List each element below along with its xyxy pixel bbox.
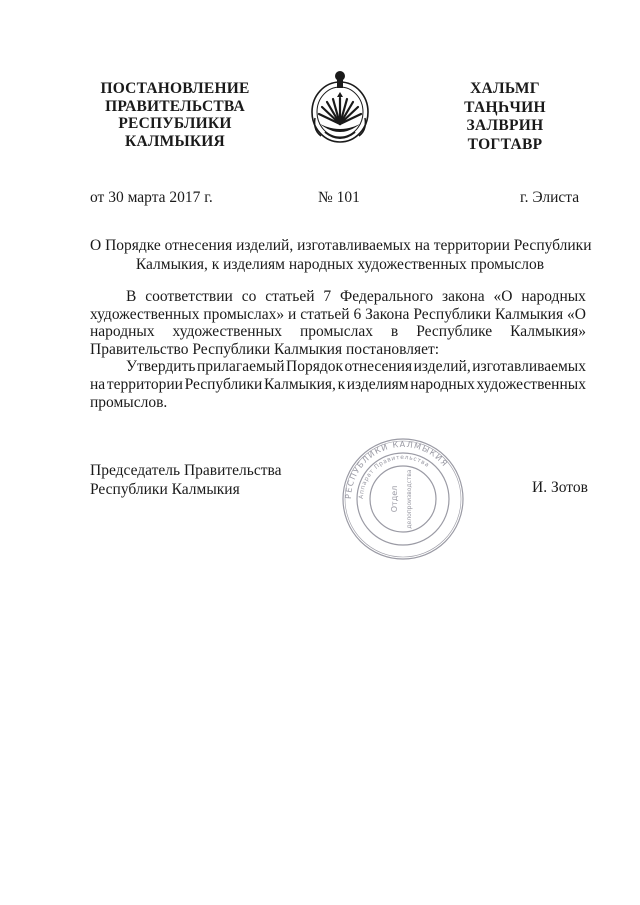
header-left-line: ПОСТАНОВЛЕНИЕ [100, 80, 250, 97]
body-line: Правительство Республики Калмыкия постановляет: [90, 340, 440, 358]
word: народных [90, 323, 155, 341]
word: Калмыкия» [510, 323, 586, 341]
word: художественных [476, 375, 586, 393]
word: 7 [323, 288, 332, 305]
word: народных [410, 375, 475, 393]
word: промыслах» [203, 305, 285, 323]
word: Утвердить [126, 358, 196, 376]
word: 6 [353, 305, 362, 323]
word: отнесения [344, 358, 413, 376]
stamp-outer-text: РЕСПУБЛИКИ КАЛМЫКИЯ [343, 439, 450, 500]
signatory-position-line: Республики Калмыкия [90, 481, 240, 498]
word: и [288, 305, 297, 323]
word: изготавливаемых [472, 358, 586, 376]
word: Федерального [340, 288, 434, 305]
header-right-line: ЗАЛВРИН [466, 117, 544, 134]
word: территории [106, 375, 183, 393]
word: на [90, 375, 106, 393]
body-line [90, 288, 586, 306]
word: Республике [416, 323, 493, 341]
word: Калмыкия [495, 305, 564, 323]
stamp-center-text-2: делопроизводства [406, 469, 413, 529]
word: статьей [300, 305, 350, 323]
signatory-position [90, 461, 282, 499]
header-right-line: ХАЛЬМГ [470, 80, 540, 97]
header-left-title [70, 80, 280, 150]
document-city: г. Элиста [520, 189, 580, 206]
word: В [126, 288, 137, 305]
word: статьей [265, 288, 315, 305]
document-body [90, 288, 586, 411]
body-line [90, 358, 586, 376]
body-line: промыслов. [90, 393, 168, 411]
signatory-position-line: Председатель Правительства [90, 462, 282, 479]
word: народных [521, 288, 586, 305]
word: Порядок [286, 358, 344, 376]
header-right-line: ТАҢҺЧИН [464, 98, 546, 116]
word: закона [441, 288, 485, 305]
word: в [390, 323, 399, 341]
word: Калмыкия, [263, 375, 336, 393]
stamp-inner-text: Аппарат Правительства [357, 453, 431, 500]
title-line: Калмыкия, к изделиям народных художественных промыслов [135, 256, 545, 273]
kalmykia-coat-of-arms-icon [307, 66, 373, 150]
word: прилагаемый [196, 358, 285, 376]
word: художественных [90, 305, 200, 323]
word: Закона [365, 305, 410, 323]
stamp-center-text: Отдел [390, 485, 399, 513]
header-left-line: КАЛМЫКИЯ [125, 132, 225, 150]
header-left-line: ПРАВИТЕЛЬСТВА [105, 97, 245, 115]
body-line [90, 306, 586, 324]
word: промыслах [299, 323, 373, 341]
document-title [90, 236, 590, 274]
header-right-line: ТОГТАВР [467, 135, 543, 153]
body-line [90, 323, 586, 341]
word: со [241, 288, 257, 305]
word: «О [493, 288, 513, 305]
word: художественных [172, 323, 283, 341]
header-right-title [440, 80, 570, 154]
word: к [337, 375, 346, 393]
title-line: О Порядке отнесения изделий, изготавливаемых на территории Республики [90, 237, 592, 254]
word: «О [566, 305, 586, 323]
header-left-line: РЕСПУБЛИКИ [118, 115, 232, 132]
official-stamp [340, 436, 466, 562]
signatory-name: И. Зотов [532, 479, 588, 496]
word: Республики [413, 305, 492, 323]
word: Республики [184, 375, 263, 393]
document-number: № 101 [318, 189, 360, 206]
word: соответствии [145, 288, 233, 305]
body-line [90, 376, 586, 394]
word: изделий, [413, 358, 471, 376]
word: изделиям [346, 375, 409, 393]
document-date: от 30 марта 2017 г. [90, 189, 213, 206]
